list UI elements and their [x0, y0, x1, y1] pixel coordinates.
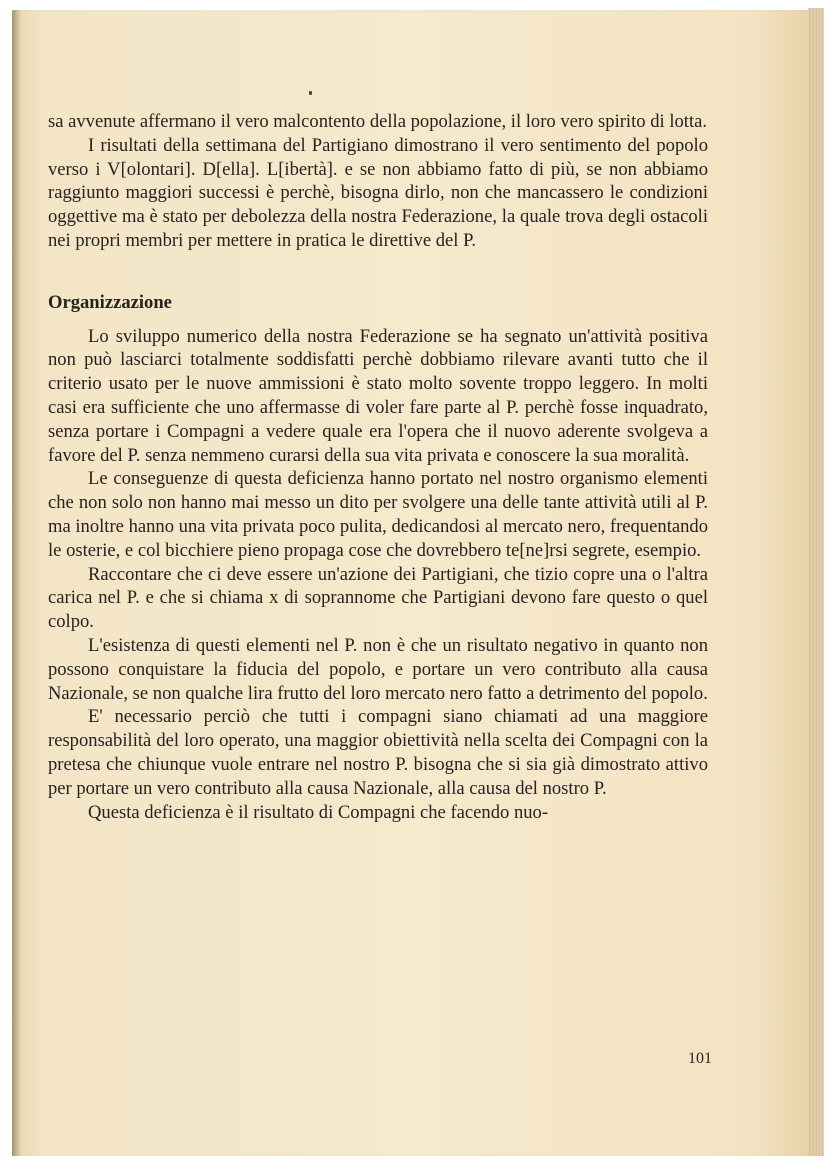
- paragraph: Questa deficienza è il risultato di Compagni che facendo nuo-: [88, 801, 549, 823]
- paragraph: Raccontare che ci deve essere un'azione dei Partigiani, che tizio copre una o l'altra carica nel P. e che si chiama x di soprannome che Partigiani devono fare questo o quel colpo.: [48, 563, 708, 633]
- ink-speck: [309, 91, 312, 95]
- paragraph-continuation: sa avvenute affermano il vero malcontento della popolazione, il loro vero spirito di lotta.: [48, 111, 708, 132]
- paragraph: Lo sviluppo numerico della nostra Federazione se ha segnato un'attività positiva non può lasciarci totalmente soddisfatti perchè dobbiamo rilevare avanti tutto che il criterio usato per le nuove ammissioni è stato molto sovente troppo leggero. In molti casi era sufficiente che uno affermasse di voler fare parte al P. perchè fosse inquadrato, senza portare i Compagni a vedere quale era l'opera che il nuovo aderente svolgeva a favore del P. senza nemmeno curarsi della sua vita privata e conoscere la sua moralità.: [48, 325, 708, 466]
- paragraph: E' necessario perciò che tutti i compagni siano chiamati ad una maggiore responsabilità del loro operato, una maggior obiettività nella scelta dei Compagni con la pretesa che chiunque vuole entrare nel nostro P. bisogna che si sia già dimostrato attivo per portare un vero contributo alla causa Nazionale, alla causa del nostro P.: [48, 706, 708, 799]
- paragraph: L'esistenza di questi elementi nel P. non è che un risultato negativo in quanto non possono conquistare la fiducia del popolo, e portare un vero contributo alla causa Nazionale, se non qualche lira frutto del loro mercato nero fatto a detrimento del popolo.: [48, 634, 708, 704]
- body-text: [48, 110, 708, 824]
- section-heading: Organizzazione: [48, 291, 172, 313]
- paragraph: I risultati della settimana del Partigiano dimostrano il vero sentimento del popolo verso i V[olontari]. D[ella]. L[ibertà]. e se non abbiamo fatto di più, se non abbiamo raggiunto maggiori successi è perchè, bisogna dirlo, non che mancassero le condizioni oggettive ma è stato per debolezza della nostra Federazione, la quale trova degli ostacoli nei propri membri per mettere in pratica le direttive del P.: [48, 134, 708, 251]
- binding-shadow: [12, 10, 22, 1156]
- page-edge: [808, 8, 824, 1156]
- page-number: 101: [688, 1050, 712, 1067]
- paragraph: Le conseguenze di questa deficienza hanno portato nel nostro organismo elementi che non solo non hanno mai messo un dito per svolgere una delle tante attività utili al P. ma inoltre hanno una vita privata poco pulita, dedicandosi al mercato nero, frequentando le osterie, e col bicchiere pieno propaga cose che dovrebbero te[ne]rsi segrete, esempio.: [48, 468, 708, 561]
